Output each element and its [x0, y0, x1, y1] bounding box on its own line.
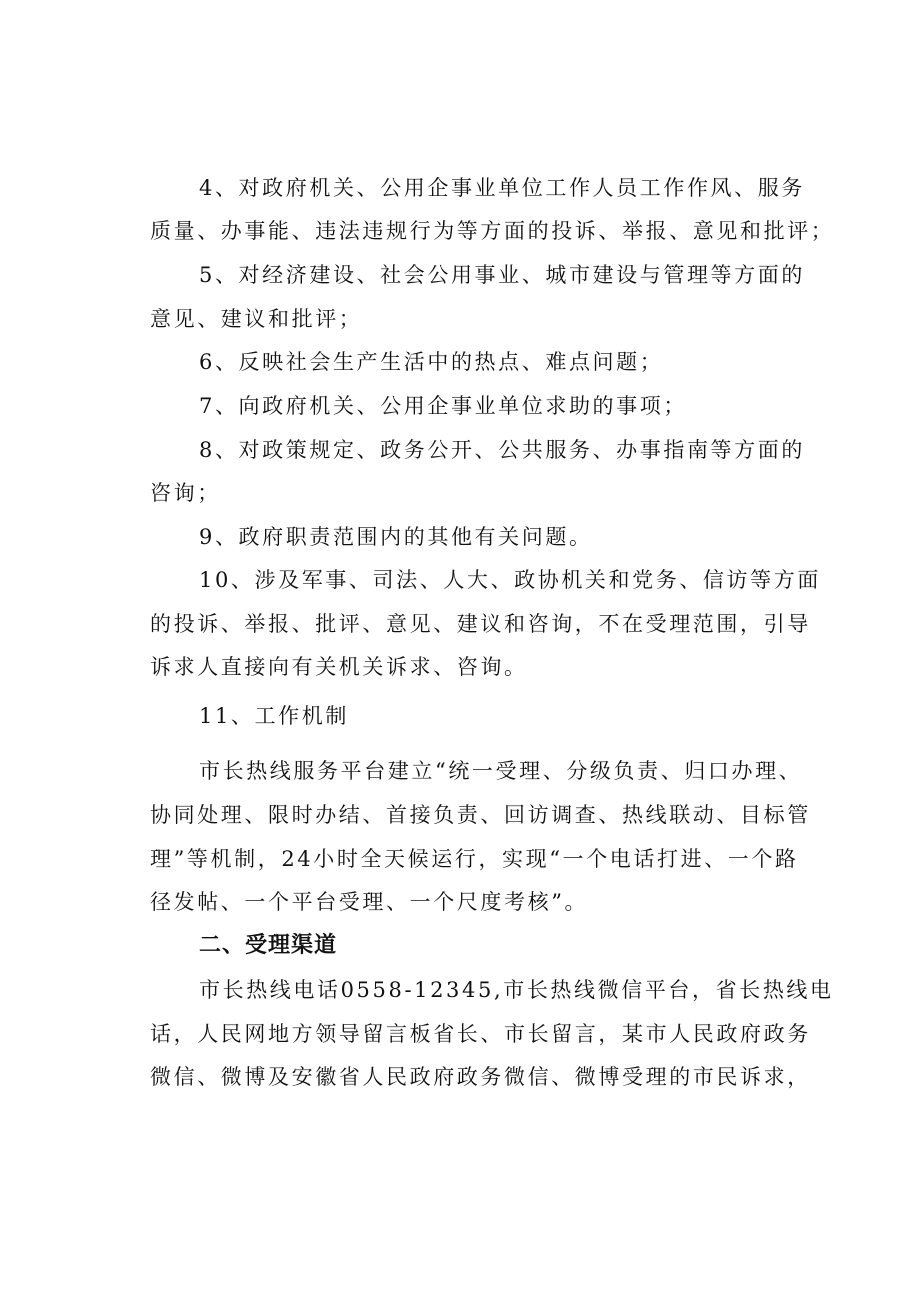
channels-paragraph-line-2: 话，人民网地方领导留言板省长、市长留言，某市人民政府政务: [150, 1022, 811, 1046]
item-10-line-3: 诉求人直接向有关机关诉求、咨询。: [150, 655, 528, 679]
item-6-line-1: 6、反映社会生产生活中的热点、难点问题；: [199, 350, 664, 374]
channels-paragraph-line-1: 市长热线电话0558-12345,市长热线微信平台，省长热线电: [199, 978, 834, 1002]
item-7-line-1: 7、向政府机关、公用企事业单位求助的事项；: [199, 394, 687, 418]
mechanism-paragraph-line-3: 理”等机制，24小时全天候运行，实现“一个电话打进、一个路: [150, 847, 799, 871]
mechanism-paragraph-line-1: 市长热线服务平台建立“统一受理、分级负责、归口办理、: [199, 759, 803, 783]
channels-paragraph-line-3: 微信、微博及安徽省人民政府政务微信、微博受理的市民诉求，: [150, 1065, 811, 1089]
item-10-line-2: 的投诉、举报、批评、意见、建议和咨询，不在受理范围，引导: [150, 612, 811, 636]
mechanism-paragraph-line-2: 协同处理、限时办结、首接负责、回访调查、热线联动、目标管: [150, 803, 811, 827]
item-5-line-1: 5、对经济建设、社会公用事业、城市建设与管理等方面的: [199, 263, 805, 287]
item-4-line-2: 质量、办事能、违法违规行为等方面的投诉、举报、意见和批评；: [150, 219, 835, 243]
item-8-line-2: 咨询；: [150, 481, 221, 505]
section-heading: 二、受理渠道: [199, 933, 338, 958]
item-11-line-1: 11、工作机制: [199, 704, 349, 728]
item-9-line-1: 9、政府职责范围内的其他有关问题。: [199, 525, 593, 549]
item-5-line-2: 意见、建议和批评；: [150, 307, 363, 331]
mechanism-paragraph-line-4: 径发帖、一个平台受理、一个尺度考核”。: [150, 890, 589, 914]
item-4-line-1: 4、对政府机关、公用企事业单位工作人员工作作风、服务: [199, 176, 805, 200]
item-10-line-1: 10、涉及军事、司法、人大、政协机关和党务、信访等方面: [199, 568, 821, 592]
item-8-line-1: 8、对政策规定、政务公开、公共服务、办事指南等方面的: [199, 438, 805, 462]
